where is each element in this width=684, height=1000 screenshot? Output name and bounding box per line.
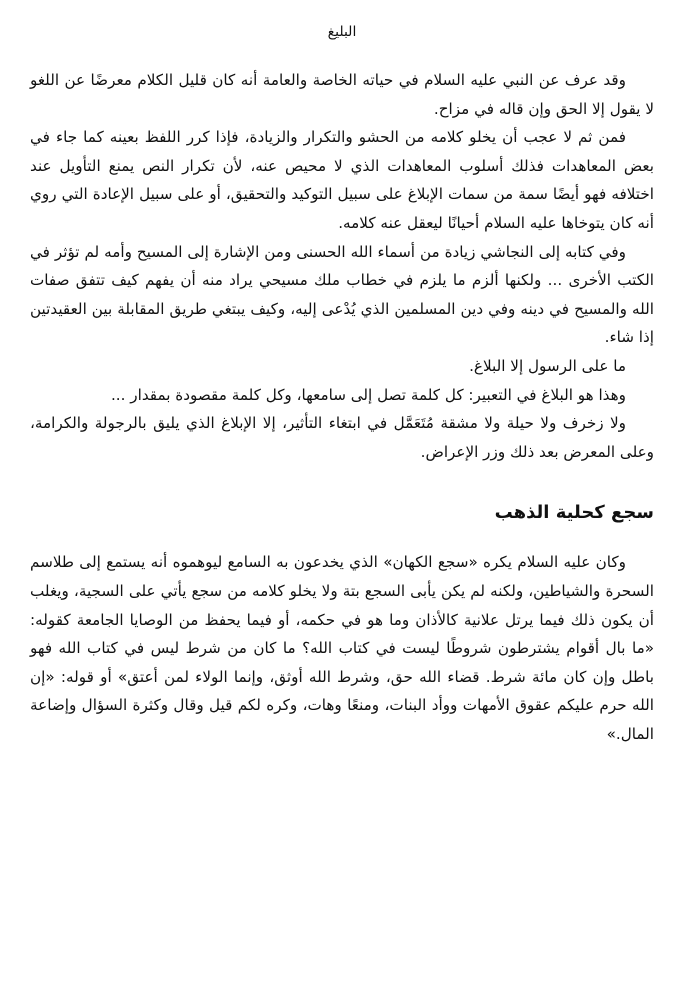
paragraph: وكان عليه السلام يكره «سجع الكهان» الذي يخدعون به السامع ليوهموه أنه يستمع إلى طلاسم السحرة والشياطين، ولكنه لم يكن يأبى السجع بتة ولا يخلو كلامه من سجع يأتي على السجية، ويغلب أن يكون ذلك فيما يرتل علانية كالأذان وما هو في حكمه، أو فيما يحفظ من الوصايا الجامعة كقوله: «ما بال أقوام يشترطون شروطًا ليست في كتاب الله؟ ما كان من شرط ليس في كتاب الله فهو باطل وإن كان مائة شرط. قضاء الله حق، وشرط الله أوثق، وإنما الولاء لمن أعتق» أو قوله: «إن الله حرم عليكم عقوق الأمهات ووأد البنات، ومنعًا وهات، وكره لكم قيل وقال وكثرة السؤال وإضاعة المال.»	[30, 553, 654, 743]
paragraph: ما على الرسول إلا البلاغ.	[469, 356, 626, 375]
paragraph: وهذا هو البلاغ في التعبير: كل كلمة تصل إلى سامعها، وكل كلمة مقصودة بمقدار ...	[110, 385, 626, 404]
main-text	[30, 66, 654, 748]
paragraph: فمن ثم لا عجب أن يخلو كلامه من الحشو والتكرار والزيادة، فإذا كرر اللفظ بعينه كما جاء في بعض المعاهدات فذلك أسلوب المعاهدات الذي لا محيص عنه، لأن تكرار النص يمنع التأويل عند اختلافه فهو أيضًا سمة من سمات الإبلاغ على سبيل التوكيد والتحقيق، أو على سبيل الإعادة التي روي أنه كان يتوخاها عليه السلام أحيانًا ليعقل عنه كلامه.	[30, 128, 654, 232]
section-heading: سجع كحلية الذهب	[494, 502, 654, 524]
paragraph: وفي كتابه إلى النجاشي زيادة من أسماء الله الحسنى ومن الإشارة إلى المسيح وأمه لم تؤثر في الكتب الأخرى ... ولكنها ألزم ما يلزم في خطاب ملك مسيحي يراد منه أن يفهم كيف تتفق صفات الله والمسيح في دينه وفي دين المسلمين الذي يُدْعى إليه، وكيف يبتغي طريق المقابلة بين العقيدتين إذا شاء.	[30, 242, 654, 347]
paragraph: وقد عرف عن النبي عليه السلام في حياته الخاصة والعامة أنه كان قليل الكلام معرضًا عن اللغو لا يقول إلا الحق وإن قاله في مزاح.	[30, 71, 654, 118]
running-header: البليغ	[327, 24, 357, 40]
paragraph: ولا زخرف ولا حيلة ولا مشقة مُتَعَمَّل في ابتغاء التأثير، إلا الإبلاغ الذي يليق بالرجولة والكرامة، وعلى المعرض بعد ذلك وزر الإعراض.	[30, 414, 654, 461]
